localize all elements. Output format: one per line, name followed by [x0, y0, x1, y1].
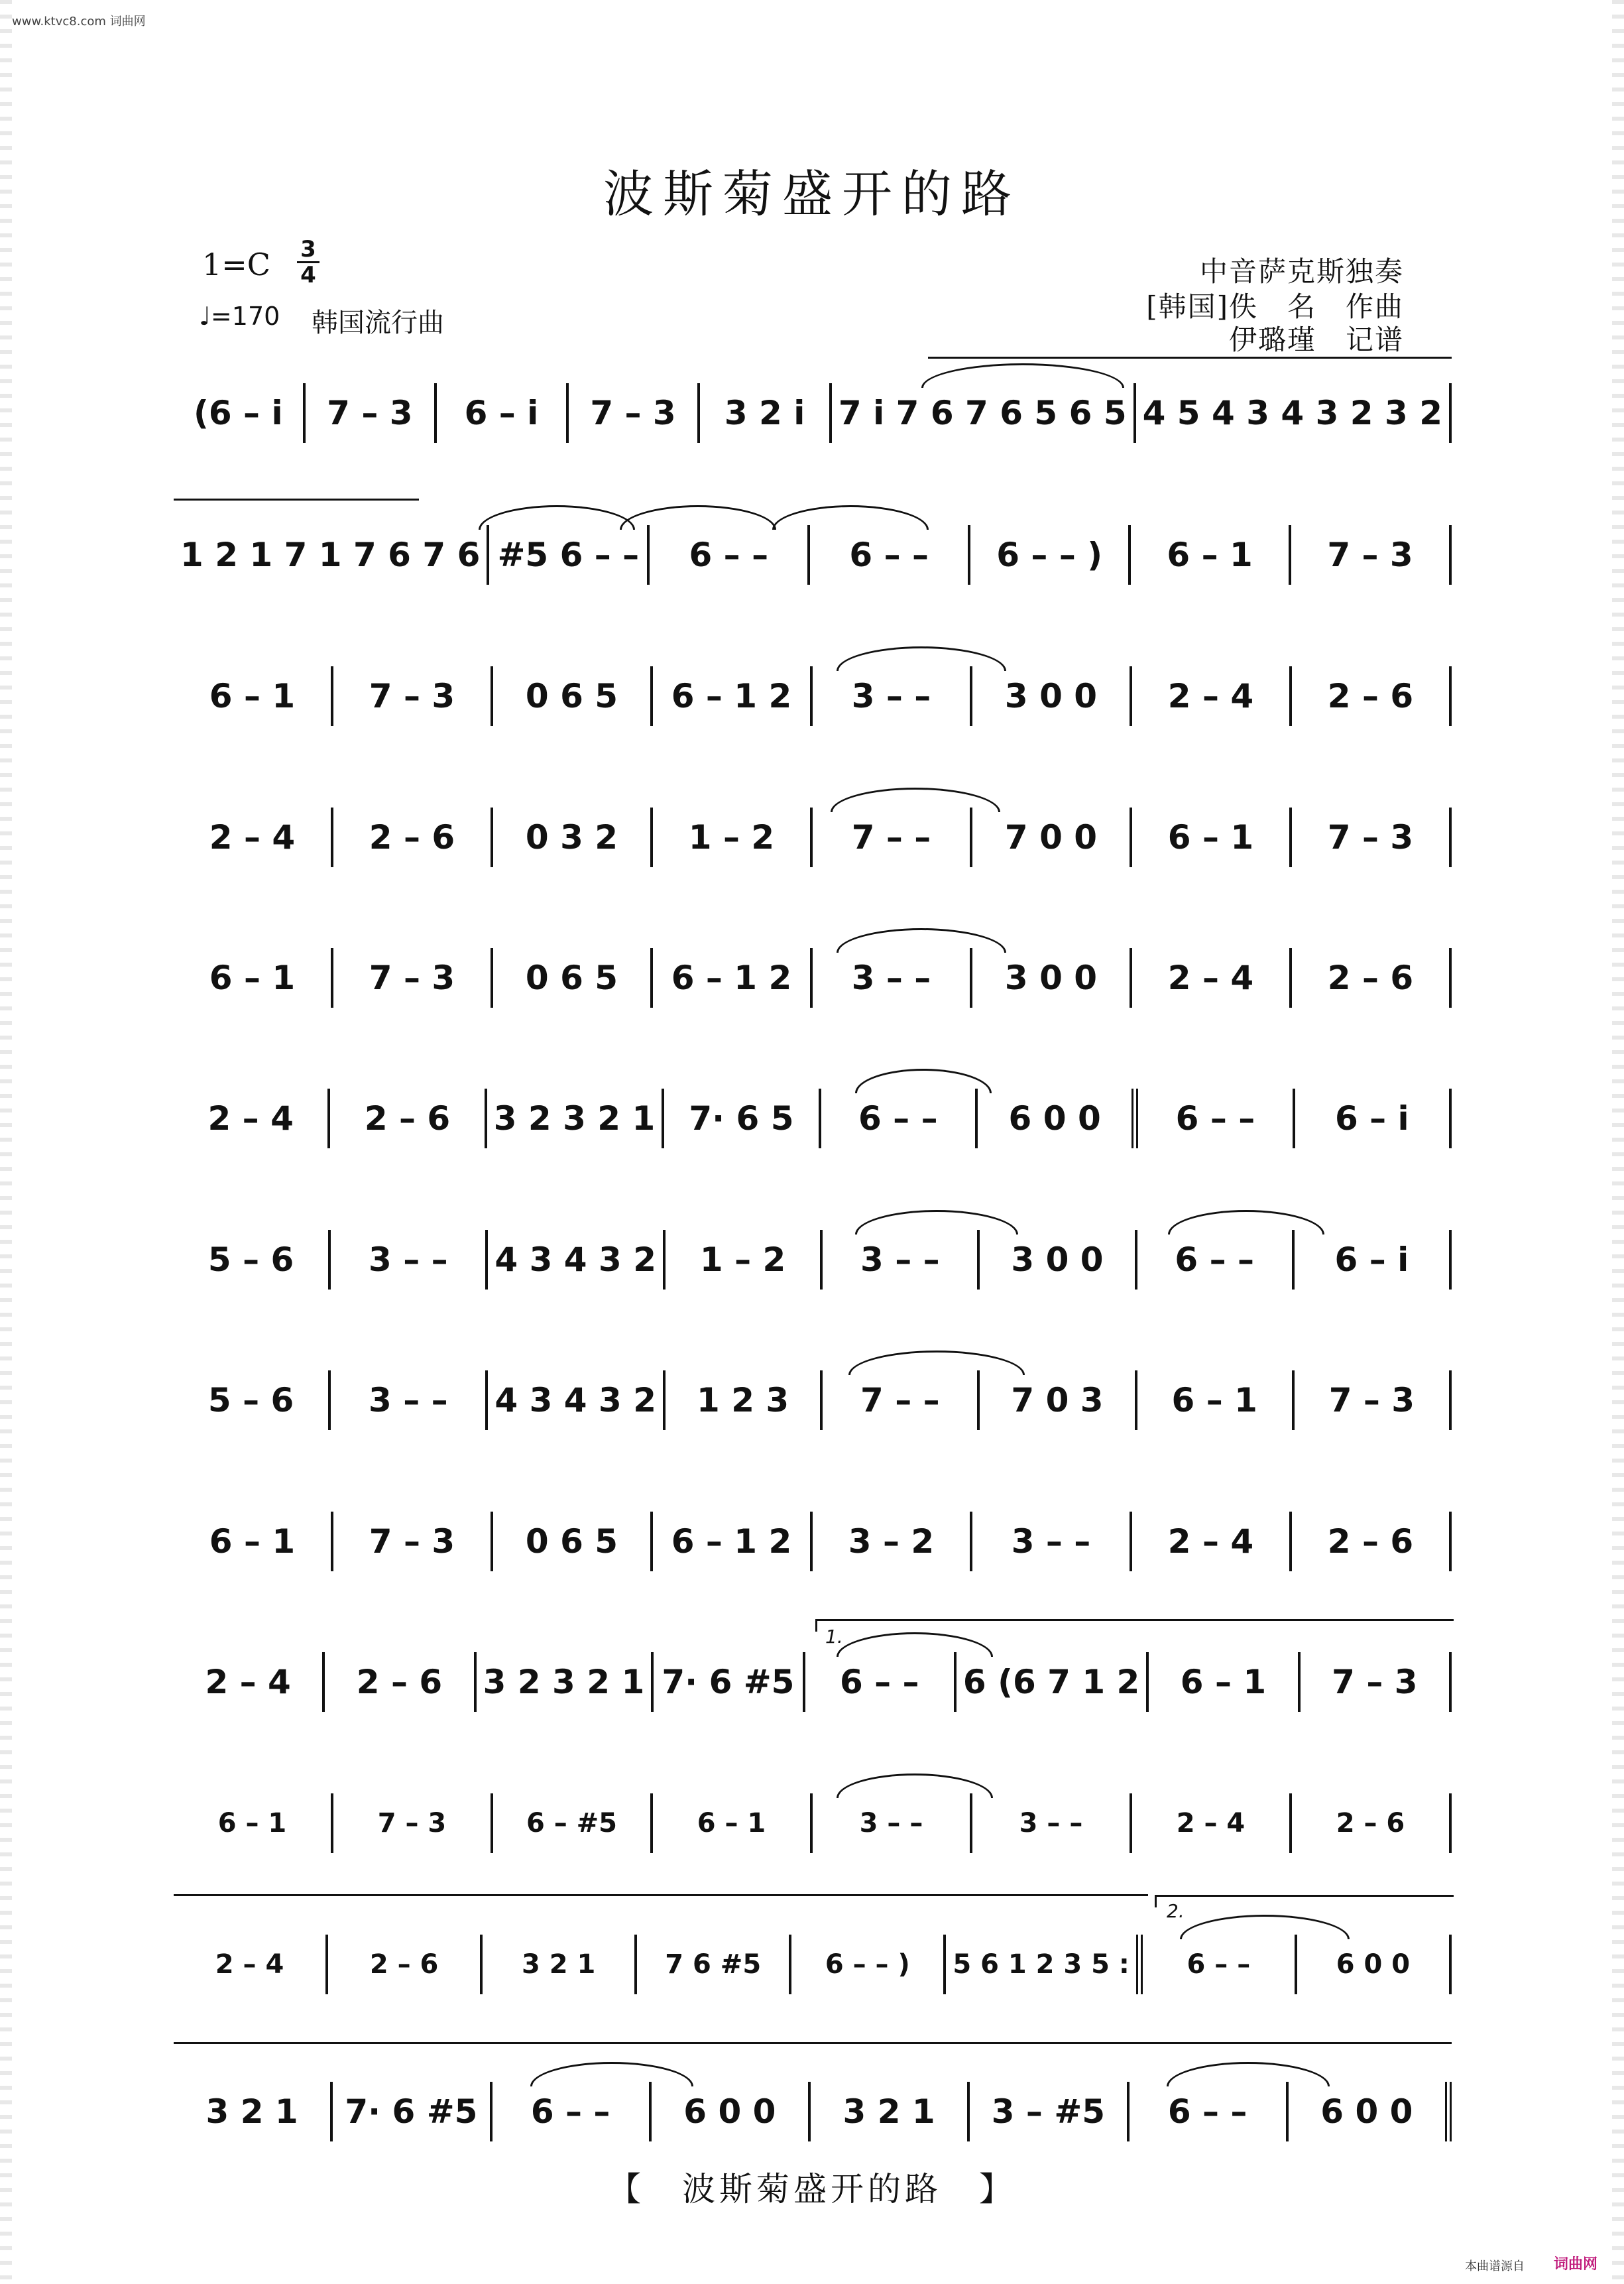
score-system-9: [174, 1512, 1452, 1571]
measure: 4 3 4 3 2: [485, 1370, 663, 1430]
measure: 6 – –: [647, 525, 807, 585]
measure: 3 – –: [810, 1793, 970, 1853]
slur-mark: [837, 1632, 993, 1657]
measure-row: [174, 2082, 1452, 2141]
measure: 3 – 2: [810, 1512, 970, 1571]
measure: 6 – i: [1292, 1230, 1452, 1290]
measure-row: [174, 525, 1452, 585]
measure-row: [174, 383, 1452, 443]
measure: 3 2 3 2 1: [474, 1652, 652, 1712]
slur-mark: [855, 1210, 1018, 1234]
measure: 6 – 1: [1146, 1652, 1297, 1712]
measure: 4 5 4 3 4 3 2 3 2: [1133, 383, 1452, 443]
measure: 7 – 3: [1292, 1370, 1452, 1430]
score-system-12: [174, 1935, 1452, 1994]
measure: 2 – 4: [209, 818, 296, 857]
measure-row: [174, 1935, 1452, 1994]
measure: 6 – –: [1127, 2082, 1286, 2141]
slur-mark: [848, 1351, 1025, 1375]
footer-title: 【 波斯菊盛开的路 】: [608, 2170, 1016, 2208]
volta-label-2: 2.: [1167, 1900, 1185, 1922]
measure: 3 – –: [820, 1230, 977, 1290]
score-system-1: [174, 383, 1452, 443]
phrase-line: [174, 1894, 1148, 1896]
measure: 7· 6 #5: [330, 2082, 489, 2141]
measure: 6 – –: [490, 2082, 649, 2141]
measure: 2 – 6: [322, 1652, 473, 1712]
measure: 3 – –: [970, 1512, 1130, 1571]
credit-composer: [韩国]佚 名 作曲: [1146, 290, 1404, 323]
score-system-8: [174, 1370, 1452, 1430]
measure: (6 – i: [193, 394, 283, 432]
measure: 6 – –: [1136, 1935, 1295, 1994]
measure: 7· 6 #5: [651, 1652, 802, 1712]
score-system-3: [174, 666, 1452, 726]
volta-label-1: 1.: [825, 1626, 843, 1648]
measure: 1 2 3: [663, 1370, 820, 1430]
measure: 6 0 0: [649, 2082, 808, 2141]
measure: 3 2 1: [205, 2092, 298, 2131]
measure: 2 – 6: [1289, 1793, 1452, 1853]
credit-transcriber: 伊璐瑾 记谱: [1228, 324, 1404, 356]
measure: 6 – – ): [968, 525, 1128, 585]
slur-mark: [1168, 1210, 1324, 1234]
measure-row: [174, 1512, 1452, 1571]
meter-bottom: 4: [297, 261, 319, 287]
measure: 7 – 3: [331, 1512, 491, 1571]
measure: 2 – 4: [1130, 666, 1289, 726]
measure: 2 – 4: [215, 1949, 284, 1980]
measure: 6 0 0: [1286, 2082, 1452, 2141]
volta-bracket-1: [815, 1619, 1454, 1632]
score-system-10: [174, 1652, 1452, 1712]
slur-mark: [1180, 1915, 1350, 1939]
measure: 7 – 3: [1289, 525, 1452, 585]
footer-logo: 词曲网: [1553, 2256, 1597, 2273]
measure-row: [174, 1370, 1452, 1430]
measure: 6 – 1: [1128, 525, 1289, 585]
measure: 4 3 4 3 2: [485, 1230, 663, 1290]
measure: 1 – 2: [650, 808, 810, 867]
measure: 3 – –: [328, 1230, 485, 1290]
measure: 6 – 1 2: [650, 948, 810, 1008]
measure: #5 6 – –: [487, 525, 647, 585]
measure: 2 – 6: [1289, 948, 1452, 1008]
measure: 6 – 1: [209, 1522, 296, 1561]
measure: 2 – 6: [331, 808, 491, 867]
measure: 7 i 7 6 7 6 5 6 5: [829, 383, 1133, 443]
measure: 7 – 3: [1289, 808, 1452, 867]
score-system-5: [174, 948, 1452, 1008]
measure: 6 – 1: [1130, 808, 1289, 867]
footer-note: 本曲谱源自: [1465, 2259, 1525, 2273]
measure: 3 0 0: [970, 948, 1130, 1008]
measure: 7 – 3: [331, 666, 491, 726]
phrase-line: [174, 2042, 1452, 2044]
measure: 6 – –: [803, 1652, 954, 1712]
measure: 6 – –: [819, 1089, 975, 1148]
measure: 2 – 6: [325, 1935, 480, 1994]
slur-mark: [772, 505, 929, 530]
measure: 6 – –: [1135, 1230, 1292, 1290]
measure: 6 – i: [434, 383, 566, 443]
measure: 6 – – ): [789, 1935, 943, 1994]
measure: 0 6 5: [491, 1512, 650, 1571]
measure: 7 0 0: [970, 808, 1130, 867]
slur-mark: [620, 505, 776, 530]
measure: 7· 6 5: [662, 1089, 818, 1148]
measure: 5 – 6: [207, 1240, 294, 1279]
measure: 3 0 0: [977, 1230, 1134, 1290]
score-system-13: [174, 2082, 1452, 2141]
measure: 6 – 1: [209, 677, 296, 715]
measure: 5 6 1 2 3 5 :: [943, 1935, 1136, 1994]
measure: 7 – –: [810, 808, 970, 867]
measure-row: [174, 808, 1452, 867]
measure: 6 – 1: [209, 959, 296, 997]
measure: 2 – 6: [1289, 1512, 1452, 1571]
measure: 5 – 6: [207, 1381, 294, 1419]
slur-mark: [855, 1069, 992, 1093]
measure: 6 – #5: [491, 1793, 650, 1853]
meter-top: 3: [300, 236, 316, 263]
page-title: 波斯菊盛开的路: [603, 164, 1021, 223]
measure: 6 – 1: [650, 1793, 810, 1853]
measure-row: [174, 948, 1452, 1008]
measure: 7 – 3: [566, 383, 698, 443]
measure: 2 – 4: [1130, 1793, 1289, 1853]
score-system-7: [174, 1230, 1452, 1290]
measure: 0 6 5: [491, 948, 650, 1008]
measure: 6 (6 7 1 2: [954, 1652, 1146, 1712]
score-system-2: [174, 525, 1452, 585]
measure: 3 – –: [810, 666, 970, 726]
measure: 3 2 1: [808, 2082, 967, 2141]
measure-row: [174, 1793, 1452, 1853]
measure: 7 – 3: [303, 383, 435, 443]
score-system-6: [174, 1089, 1452, 1148]
measure: 2 – 4: [207, 1099, 294, 1138]
measure: 3 0 0: [970, 666, 1130, 726]
measure: 3 – –: [970, 1793, 1130, 1853]
site-url: www.ktvc8.com 词曲网: [12, 15, 146, 29]
slur-mark: [837, 928, 1006, 953]
credit-performance: 中音萨克斯独奏: [1199, 255, 1404, 288]
measure: 6 – i: [1293, 1089, 1452, 1148]
slur-mark: [921, 363, 1124, 388]
tempo-marking: ♩=170: [199, 302, 280, 331]
measure: 2 – 4: [1130, 1512, 1289, 1571]
measure: 7 – –: [820, 1370, 977, 1430]
measure: 3 – –: [328, 1370, 485, 1430]
slur-mark: [1167, 2062, 1330, 2086]
measure: 6 – –: [807, 525, 968, 585]
phrase-line: [928, 357, 1452, 359]
measure: 3 2 3 2 1: [485, 1089, 662, 1148]
measure: 7 – 3: [1298, 1652, 1452, 1712]
slur-mark: [837, 646, 1006, 671]
measure: 2 – 6: [327, 1089, 484, 1148]
key-signature: 1=C: [202, 247, 271, 282]
measure-row: [174, 1652, 1452, 1712]
measure: 3 – –: [810, 948, 970, 1008]
score-system-11: [174, 1793, 1452, 1853]
slur-mark: [831, 788, 1000, 812]
slur-mark: [837, 1773, 993, 1798]
measure: 6 – 1: [1135, 1370, 1292, 1430]
measure: 1 2 1 7 1 7 6 7 6: [180, 536, 481, 574]
volta-bracket-2: [1155, 1895, 1454, 1907]
time-signature: [297, 237, 319, 287]
measure: 7 – 3: [331, 948, 491, 1008]
measure: 1 – 2: [663, 1230, 820, 1290]
measure-row: [174, 1230, 1452, 1290]
slur-mark: [530, 2062, 693, 2086]
left-border-strip: [0, 0, 12, 2284]
measure: 7 0 3: [977, 1370, 1134, 1430]
measure: 2 – 4: [205, 1663, 291, 1701]
right-border-strip: [1612, 0, 1624, 2284]
measure: 6 0 0: [1295, 1935, 1452, 1994]
measure: 2 – 6: [1289, 666, 1452, 726]
measure: 6 – 1 2: [650, 1512, 810, 1571]
phrase-line: [174, 499, 419, 501]
measure: 3 2 i: [697, 383, 829, 443]
measure: 6 – 1 2: [650, 666, 810, 726]
measure: 0 6 5: [491, 666, 650, 726]
measure: 7 – 3: [331, 1793, 491, 1853]
measure: 6 – 1: [217, 1808, 287, 1838]
measure-row: [174, 1089, 1452, 1148]
measure: 6 – –: [1131, 1089, 1292, 1148]
slur-mark: [479, 505, 635, 530]
measure: 2 – 4: [1130, 948, 1289, 1008]
measure: 3 – #5: [967, 2082, 1126, 2141]
measure: 6 0 0: [975, 1089, 1131, 1148]
song-origin: 韩国流行曲: [312, 308, 444, 338]
measure-row: [174, 666, 1452, 726]
score-system-4: [174, 808, 1452, 867]
measure: 3 2 1: [480, 1935, 634, 1994]
measure: 0 3 2: [491, 808, 650, 867]
measure: 7 6 #5: [634, 1935, 789, 1994]
